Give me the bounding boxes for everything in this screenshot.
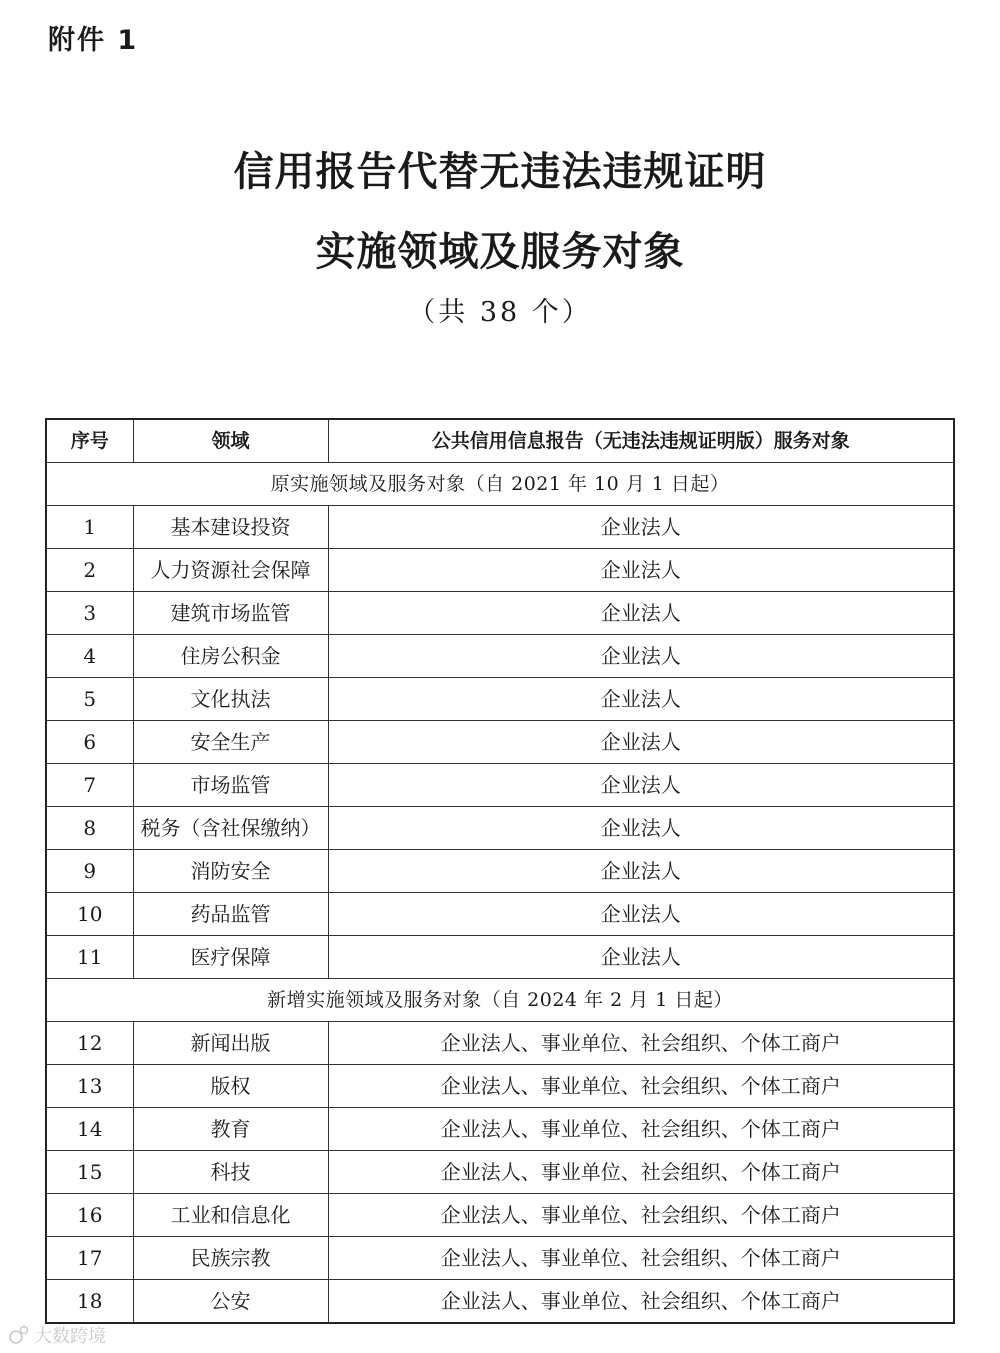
cell-serial-number: 14	[46, 1108, 133, 1151]
cell-service-target: 企业法人	[328, 936, 954, 979]
table-row	[46, 764, 954, 807]
header-field: 领域	[133, 419, 328, 463]
cell-serial-number: 6	[46, 721, 133, 764]
watermark-text: 大数跨境	[34, 1326, 106, 1347]
cell-service-target: 企业法人	[328, 635, 954, 678]
cell-serial-number: 4	[46, 635, 133, 678]
table-row	[46, 893, 954, 936]
table-row	[46, 506, 954, 549]
cell-serial-number: 8	[46, 807, 133, 850]
cell-field: 消防安全	[133, 850, 328, 893]
cell-service-target: 企业法人	[328, 764, 954, 807]
cell-serial-number: 18	[46, 1280, 133, 1324]
section-original-label: 原实施领域及服务对象（自 2021 年 10 月 1 日起）	[46, 463, 954, 506]
cell-service-target: 企业法人、事业单位、社会组织、个体工商户	[328, 1065, 954, 1108]
cell-field: 公安	[133, 1280, 328, 1324]
cell-serial-number: 15	[46, 1151, 133, 1194]
cell-field: 教育	[133, 1108, 328, 1151]
section-row-original	[46, 463, 954, 506]
watermark-logo-icon	[8, 1325, 30, 1345]
cell-service-target: 企业法人、事业单位、社会组织、个体工商户	[328, 1280, 954, 1324]
cell-service-target: 企业法人、事业单位、社会组织、个体工商户	[328, 1237, 954, 1280]
cell-field: 人力资源社会保障	[133, 549, 328, 592]
cell-field: 版权	[133, 1065, 328, 1108]
cell-field: 建筑市场监管	[133, 592, 328, 635]
document-title-line-1: 信用报告代替无违法违规证明	[233, 149, 767, 195]
cell-service-target: 企业法人、事业单位、社会组织、个体工商户	[328, 1108, 954, 1151]
cell-service-target: 企业法人	[328, 506, 954, 549]
cell-service-target: 企业法人、事业单位、社会组织、个体工商户	[328, 1151, 954, 1194]
cell-service-target: 企业法人	[328, 721, 954, 764]
table-row	[46, 1108, 954, 1151]
table-row	[46, 1022, 954, 1065]
cell-serial-number: 12	[46, 1022, 133, 1065]
table-row	[46, 1151, 954, 1194]
document-subtitle: （共 38 个）	[408, 297, 592, 328]
table-row	[46, 1065, 954, 1108]
cell-field: 新闻出版	[133, 1022, 328, 1065]
header-service-target: 公共信用信息报告（无违法违规证明版）服务对象	[328, 419, 954, 463]
document-title-line-2: 实施领域及服务对象	[315, 229, 685, 275]
cell-field: 市场监管	[133, 764, 328, 807]
table-row	[46, 936, 954, 979]
cell-serial-number: 1	[46, 506, 133, 549]
cell-serial-number: 13	[46, 1065, 133, 1108]
table-row	[46, 1280, 954, 1324]
cell-field: 医疗保障	[133, 936, 328, 979]
cell-field: 税务（含社保缴纳）	[133, 807, 328, 850]
cell-serial-number: 17	[46, 1237, 133, 1280]
cell-serial-number: 10	[46, 893, 133, 936]
cell-service-target: 企业法人	[328, 850, 954, 893]
cell-service-target: 企业法人	[328, 592, 954, 635]
section-row-new	[46, 979, 954, 1022]
table-row	[46, 678, 954, 721]
cell-field: 工业和信息化	[133, 1194, 328, 1237]
table-row	[46, 549, 954, 592]
cell-field: 基本建设投资	[133, 506, 328, 549]
cell-service-target: 企业法人	[328, 893, 954, 936]
attachment-label: 附件 1	[48, 25, 139, 56]
cell-service-target: 企业法人	[328, 549, 954, 592]
table-header-row	[46, 419, 954, 463]
cell-serial-number: 5	[46, 678, 133, 721]
table-row	[46, 850, 954, 893]
cell-field: 民族宗教	[133, 1237, 328, 1280]
table-row	[46, 1194, 954, 1237]
watermark	[8, 1322, 106, 1348]
cell-service-target: 企业法人	[328, 807, 954, 850]
table-row	[46, 635, 954, 678]
cell-serial-number: 16	[46, 1194, 133, 1237]
cell-serial-number: 9	[46, 850, 133, 893]
cell-service-target: 企业法人、事业单位、社会组织、个体工商户	[328, 1022, 954, 1065]
section-new-label: 新增实施领域及服务对象（自 2024 年 2 月 1 日起）	[46, 979, 954, 1022]
cell-field: 文化执法	[133, 678, 328, 721]
header-serial-number: 序号	[46, 419, 133, 463]
table-row	[46, 721, 954, 764]
cell-serial-number: 7	[46, 764, 133, 807]
cell-serial-number: 11	[46, 936, 133, 979]
cell-serial-number: 3	[46, 592, 133, 635]
cell-field: 科技	[133, 1151, 328, 1194]
cell-field: 药品监管	[133, 893, 328, 936]
table-row	[46, 592, 954, 635]
cell-serial-number: 2	[46, 549, 133, 592]
table-row	[46, 807, 954, 850]
cell-field: 安全生产	[133, 721, 328, 764]
cell-service-target: 企业法人	[328, 678, 954, 721]
domains-table	[45, 418, 955, 1324]
cell-service-target: 企业法人、事业单位、社会组织、个体工商户	[328, 1194, 954, 1237]
cell-field: 住房公积金	[133, 635, 328, 678]
table-row	[46, 1237, 954, 1280]
